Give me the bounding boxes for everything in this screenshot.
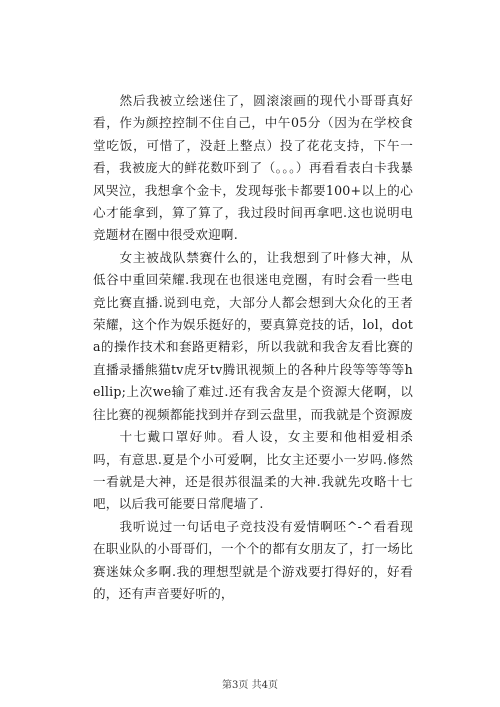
paragraph-1: 然后我被立绘迷住了，圆滚滚画的现代小哥哥真好看，作为颜控控制不住自己，中午05分（因为在学校食堂吃饭，可惜了，没赶上整点）投了花花支持，下午一看，我被庞大的鲜花数吓到了（。。。）再看看表白卡我暴风哭泣，我想拿个金卡，发现每张卡都要100+以上的心心才能拿到，算了算了，我过段时间再拿吧.这也说明电竞题材在圈中很受欢迎啊. bbox=[93, 93, 413, 243]
paragraph-3: 十七戴口罩好帅。看人设，女主要和他相爱相杀吗，有意思.夏是个小可爱啊，比女主还要小一岁吗.修然一看就是大神，还是很苏很温柔的大神.我就先攻略十七吧，以后我可能要日常爬墙了. bbox=[93, 429, 413, 512]
document-body bbox=[93, 90, 413, 605]
paragraph-2: 女主被战队禁赛什么的，让我想到了叶修大神，从低谷中重回荣耀.我现在也很迷电竞圈，有时会看一些电竞比赛直播.说到电竞，大部分人都会想到大众化的王者荣耀，这个作为娱乐挺好的，要真算竞技的话，lol，dota的操作技术和套路更精彩，所以我就和我舍友看比赛的直播录播熊猫tv虎牙tv腾讯视频上的各种片段等等等等hellip;上次we输了难过.还有我舍友是个资源大佬啊，以往比赛的视频都能找到并存到云盘里，而我就是个资源废 bbox=[93, 249, 413, 422]
paragraph-4: 我听说过一句话电子竞技没有爱情啊呸^-^看看现在职业队的小哥哥们，一个个的都有女朋友了，打一场比赛迷妹众多啊.我的理想型就是个游戏要打得好的，好看的，还有声音要好听的， bbox=[93, 518, 413, 601]
page-footer: 第3页 共4页 bbox=[222, 680, 278, 691]
